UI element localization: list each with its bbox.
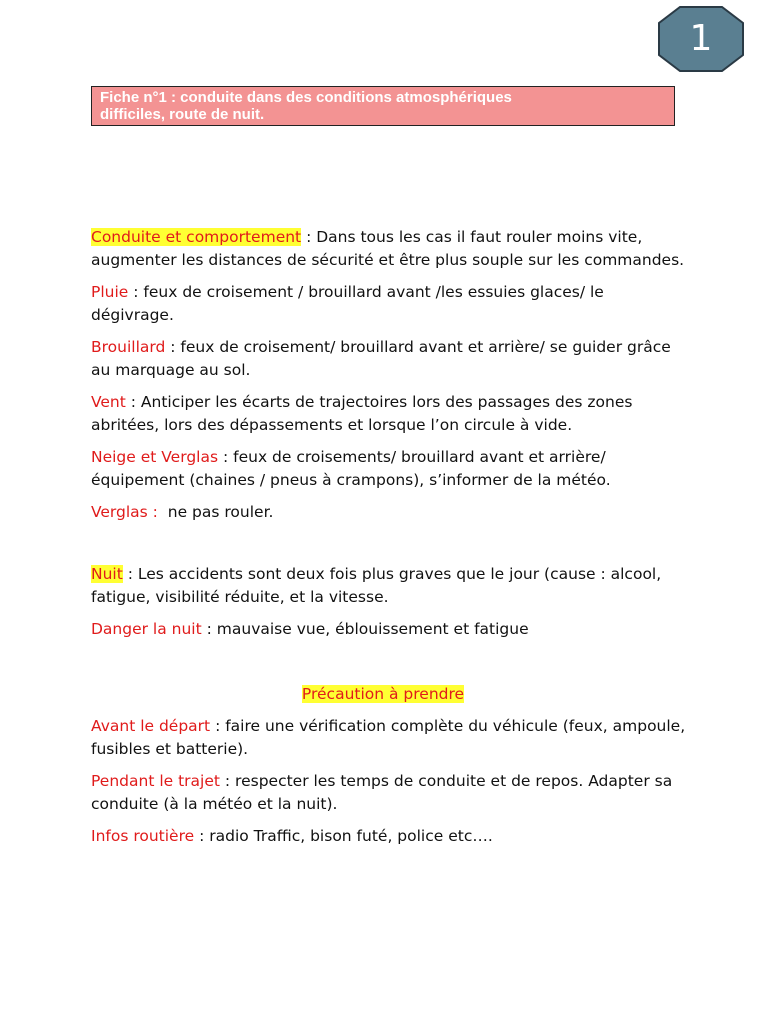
paragraph-vent <box>91 391 691 437</box>
text-infos: : radio Traffic, bison futé, police etc…. <box>194 827 493 845</box>
text-brouillard: : feux de croisement/ brouillard avant et arrière/ se guider grâce au marquage au sol. <box>91 338 671 379</box>
paragraph-avant <box>91 715 691 761</box>
spacer <box>91 650 691 683</box>
paragraph-neige <box>91 446 691 492</box>
paragraph-verglas <box>91 501 691 524</box>
paragraph-brouillard <box>91 336 691 382</box>
text-danger: : mauvaise vue, éblouissement et fatigue <box>201 620 529 638</box>
label-danger: Danger la nuit <box>91 620 202 638</box>
fiche-title-line1: Fiche n°1 : conduite dans des conditions atmosphériques <box>100 89 512 106</box>
label-pluie: Pluie <box>91 283 129 301</box>
text-neige: : feux de croisements/ brouillard avant et arrière/ équipement (chaines / pneus à crampons), s’informer de la météo. <box>91 448 611 489</box>
fiche-title-line2: difficiles, route de nuit. <box>100 106 265 123</box>
page-number: 1 <box>689 18 713 59</box>
text-nuit: : Les accidents sont deux fois plus graves que le jour (cause : alcool, fatigue, visibilité réduite, et la vitesse. <box>91 565 662 606</box>
label-vent: Vent <box>91 393 126 411</box>
paragraph-conduite <box>91 226 691 272</box>
text-pendant: : respecter les temps de conduite et de repos. Adapter sa conduite (à la météo et la nuit). <box>91 772 673 813</box>
text-avant: : faire une vérification complète du véhicule (feux, ampoule, fusibles et batterie). <box>91 717 686 758</box>
text-pluie: : feux de croisement / brouillard avant /les essuies glaces/ le dégivrage. <box>91 283 604 324</box>
paragraph-pluie <box>91 281 691 327</box>
precaution-heading-row <box>91 683 675 706</box>
label-infos: Infos routière <box>91 827 195 845</box>
document-body <box>91 226 691 857</box>
label-nuit: Nuit <box>91 565 123 583</box>
text-conduite: : Dans tous les cas il faut rouler moins vite, augmenter les distances de sécurité et être plus souple sur les commandes. <box>91 228 685 269</box>
paragraph-infos <box>91 825 691 848</box>
label-verglas: Verglas : <box>91 503 158 521</box>
fiche-title-box <box>91 86 675 126</box>
spacer <box>91 533 691 563</box>
paragraph-danger <box>91 618 691 641</box>
text-verglas: ne pas rouler. <box>157 503 274 521</box>
label-neige: Neige et Verglas <box>91 448 219 466</box>
label-conduite: Conduite et comportement <box>91 228 302 246</box>
label-brouillard: Brouillard <box>91 338 166 356</box>
label-avant: Avant le départ <box>91 717 211 735</box>
paragraph-pendant <box>91 770 691 816</box>
text-vent: : Anticiper les écarts de trajectoires lors des passages des zones abritées, lors des dépassements et lorsque l’on circule à vide. <box>91 393 633 434</box>
paragraph-nuit <box>91 563 691 609</box>
label-pendant: Pendant le trajet <box>91 772 220 790</box>
precaution-heading: Précaution à prendre <box>301 685 465 703</box>
page-number-badge <box>658 6 744 72</box>
